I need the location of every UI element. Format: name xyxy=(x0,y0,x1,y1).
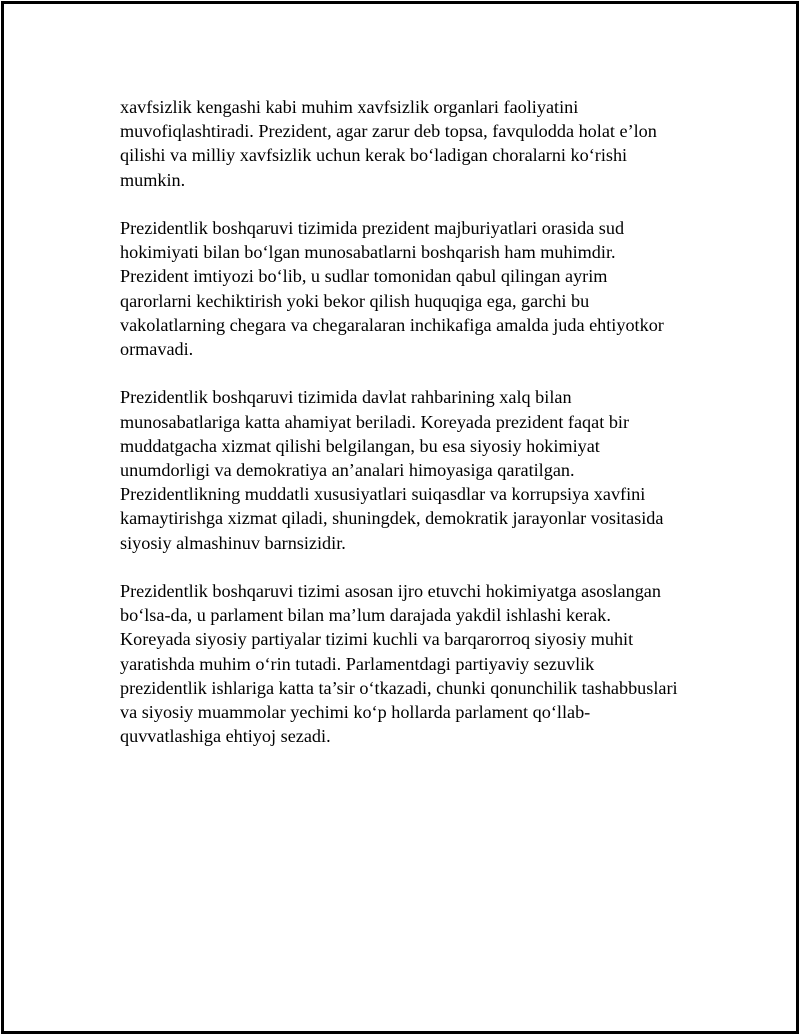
document-page xyxy=(1,1,799,1034)
document-body xyxy=(120,95,710,773)
paragraph: Prezidentlik boshqaruvi tizimida prezident majburiyatlari orasida sud hokimiyati bilan bo‘lgan munosabatlarni boshqarish ham muhimdir. Prezident imtiyozi bo‘lib, u sudlar tomonidan qabul qilingan ayrim qarorlarni kechiktirish yoki bekor qilish huquqiga ega, garchi bu vakolatlarning chegara va chegaralaran inchikafiga amalda juda ehtiyotkor ormavadi. xyxy=(120,218,664,360)
paragraph: Prezidentlik boshqaruvi tizimida davlat rahbarining xalq bilan munosabatlariga katta ahamiyat beriladi. Koreyada prezident faqat bir muddatgacha xizmat qilishi belgilangan, bu esa siyosiy hokimiyat unumdorligi va demokratiya an’analari himoyasiga qaratilgan. Prezidentlikning muddatli xususiyatlari suiqasdlar va korrupsiya xavfini kamaytirishga xizmat qiladi, shuningdek, demokratik jarayonlar vositasida siyosiy almashinuv barnsizidir. xyxy=(120,387,664,553)
paragraph: Prezidentlik boshqaruvi tizimi asosan ijro etuvchi hokimiyatga asoslangan bo‘lsa-da, u parlament bilan ma’lum darajada yakdil ishlashi kerak. Koreyada siyosiy partiyalar tizimi kuchli va barqarorroq siyosiy muhit yaratishda muhim o‘rin tutadi. Parlamentdagi partiyaviy sezuvlik prezidentlik ishlariga katta ta’sir o‘tkazadi, chunki qonunchilik tashabbuslari va siyosiy muammolar yechimi ko‘p hollarda parlament qo‘llab- quvvatlashiga ehtiyoj sezadi. xyxy=(120,581,678,747)
paragraph: xavfsizlik kengashi kabi muhim xavfsizlik organlari faoliyatini muvofiqlashtiradi. Prezident, agar zarur deb topsa, favqulodda holat e’lon qilishi va milliy xavfsizlik uchun kerak bo‘ladigan choralarni ko‘rishi mumkin. xyxy=(120,97,657,190)
